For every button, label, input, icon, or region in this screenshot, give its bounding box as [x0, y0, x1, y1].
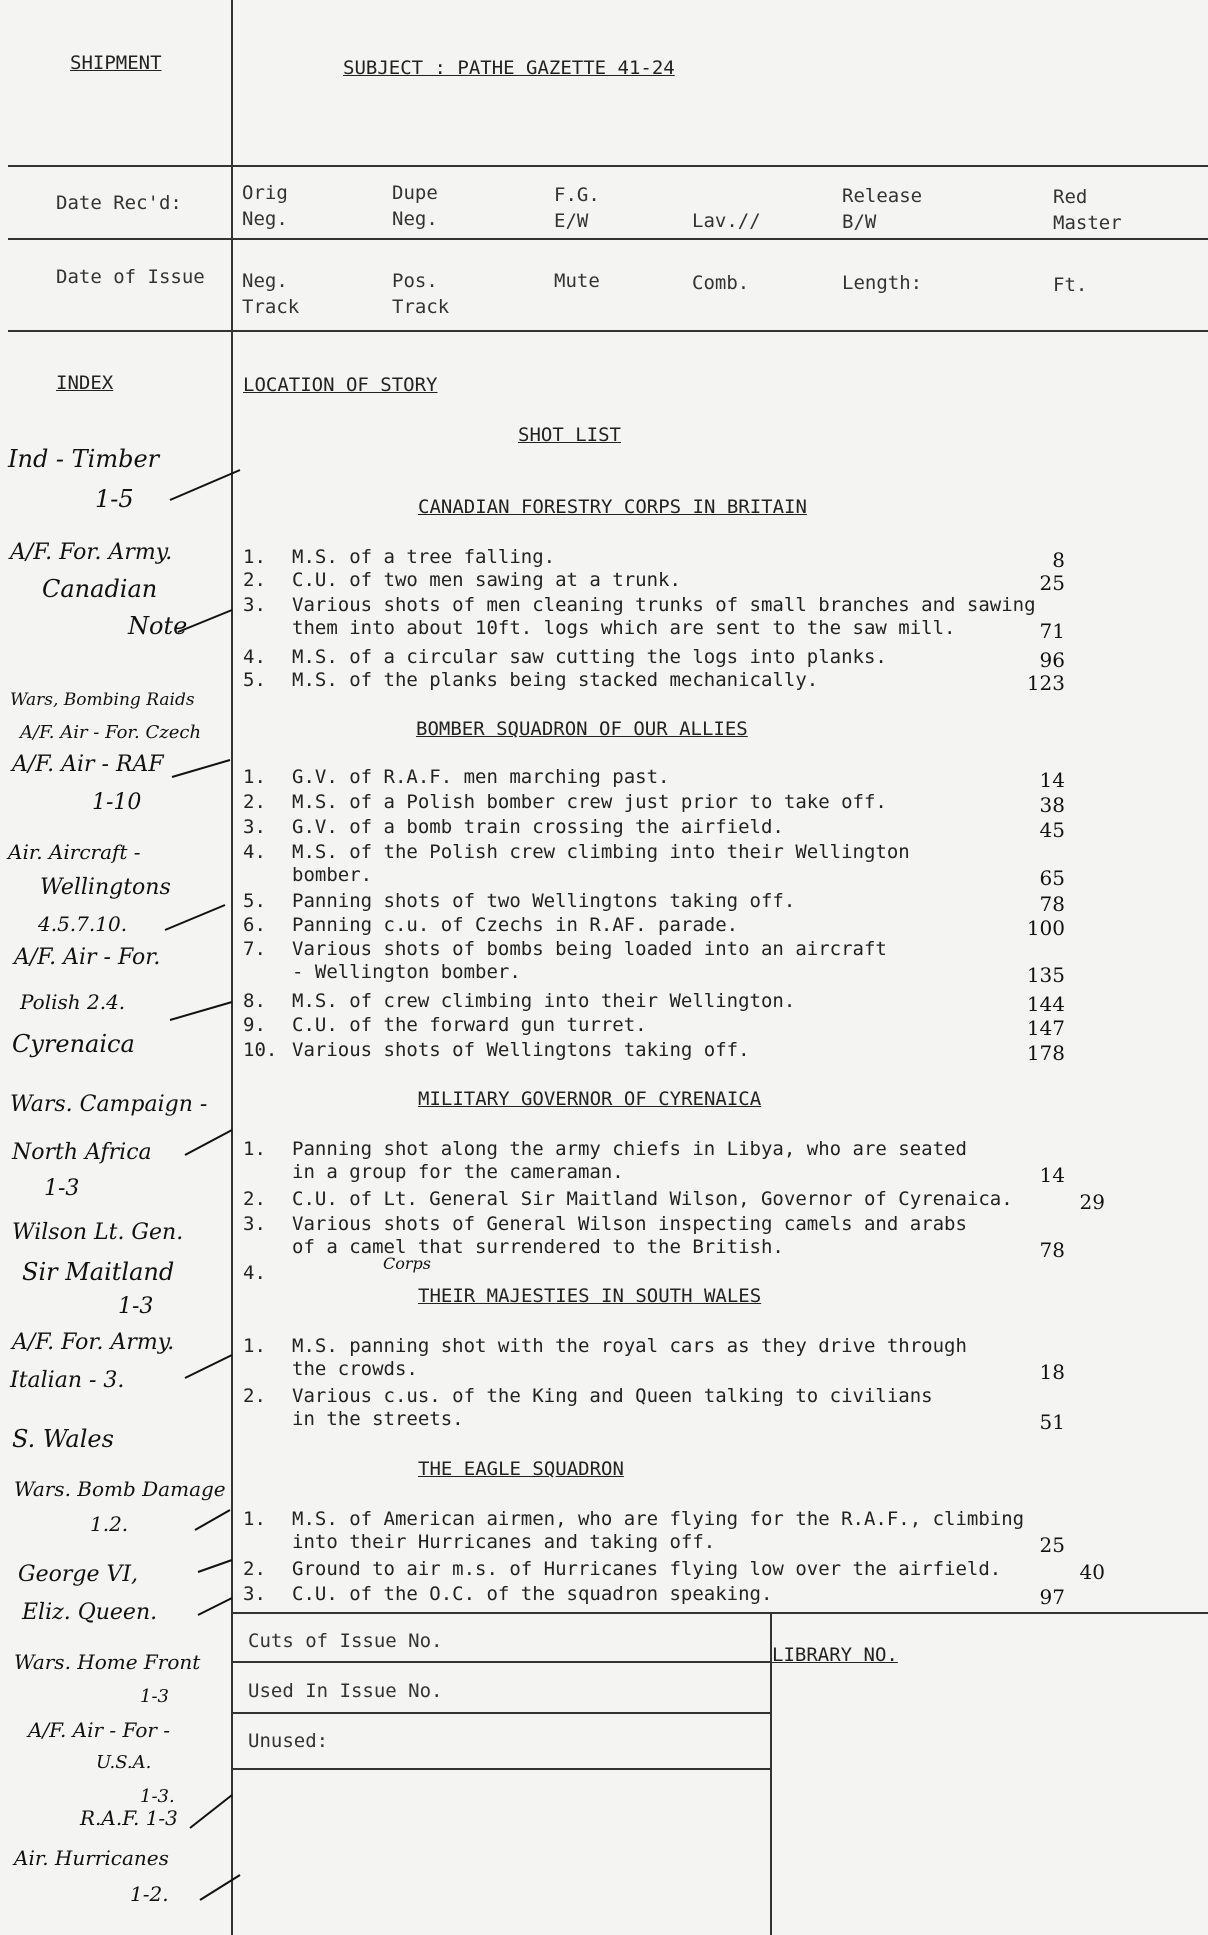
shot-description: Ground to air m.s. of Hurricanes flying low over the airfield.: [292, 1558, 1002, 1580]
mute-label: Mute: [554, 270, 600, 292]
shot-footage: 65: [1039, 866, 1065, 890]
index-note: U.S.A.: [96, 1752, 152, 1773]
index-note: S. Wales: [12, 1425, 114, 1453]
index-note: George VI,: [18, 1562, 139, 1587]
red-master-label: Red Master: [1053, 186, 1122, 234]
shot-list-heading: SHOT LIST: [518, 424, 621, 446]
library-no-label: LIBRARY NO.: [772, 1644, 898, 1666]
shot-number: 1.: [243, 766, 266, 788]
index-note: Air. Hurricanes: [14, 1846, 169, 1870]
shot-description: Panning c.u. of Czechs in R.AF. parade.: [292, 914, 739, 936]
shot-number: 2.: [243, 1558, 266, 1580]
shot-number: 10.: [243, 1039, 278, 1061]
shot-footage: 78: [1039, 892, 1065, 916]
index-note: Eliz. Queen.: [22, 1600, 158, 1625]
shot-number: 1.: [243, 546, 266, 568]
neg-track-label: Neg. Track: [242, 270, 300, 318]
shot-number: 2.: [243, 569, 266, 591]
shot-footage: 51: [1039, 1410, 1065, 1434]
shot-description: G.V. of R.A.F. men marching past.: [292, 766, 670, 788]
index-note: Note: [128, 612, 188, 640]
shot-footage: 147: [1026, 1016, 1065, 1040]
index-note: Wilson Lt. Gen.: [12, 1220, 184, 1245]
shot-description: Various shots of General Wilson inspecting camels and arabs of a camel that surrendered to the British.: [292, 1213, 967, 1258]
shot-description: G.V. of a bomb train crossing the airfield.: [292, 816, 784, 838]
index-note: A/F. Air - For. Czech: [20, 722, 202, 743]
shot-description: M.S. of American airmen, who are flying for the R.A.F., climbing into their Hurricanes and taking off.: [292, 1508, 1025, 1553]
location-heading: LOCATION OF STORY: [243, 374, 438, 396]
shot-number: 2.: [243, 1385, 266, 1407]
shot-footage: 100: [1026, 916, 1065, 940]
shot-number: 1.: [243, 1335, 266, 1357]
shot-footage: 29: [1079, 1190, 1105, 1214]
shot-description: M.S. panning shot with the royal cars as they drive through the crowds.: [292, 1335, 967, 1380]
index-note: A/F. Air - RAF: [12, 752, 164, 777]
index-note: 1-3: [44, 1176, 80, 1201]
section-title: CANADIAN FORESTRY CORPS IN BRITAIN: [418, 496, 807, 518]
shot-description: Various shots of men cleaning trunks of small branches and sawing them into about 10ft. logs which are sent to the saw mill.: [292, 594, 1036, 639]
shot-footage: 178: [1026, 1041, 1065, 1065]
section-title: BOMBER SQUADRON OF OUR ALLIES: [416, 718, 748, 740]
shot-number: 3.: [243, 1213, 266, 1235]
shot-number: 6.: [243, 914, 266, 936]
dupe-neg-label: Dupe Neg.: [392, 182, 438, 230]
index-note: Cyrenaica: [12, 1030, 135, 1058]
index-note: 1-5: [95, 485, 134, 513]
index-note: 1-2.: [130, 1882, 169, 1906]
index-note: Sir Maitland: [22, 1258, 175, 1286]
index-note: Wellingtons: [40, 875, 171, 900]
shot-footage: 78: [1039, 1238, 1065, 1262]
index-note: Polish 2.4.: [20, 990, 126, 1014]
section-title: THE EAGLE SQUADRON: [418, 1458, 624, 1480]
shot-number: 5.: [243, 890, 266, 912]
shot-description: M.S. of a Polish bomber crew just prior to take off.: [292, 791, 887, 813]
shot-number: 4.: [243, 646, 266, 668]
shot-description: Panning shots of two Wellingtons taking off.: [292, 890, 796, 912]
index-note: A/F. For. Army.: [10, 540, 173, 565]
shot-number: 1.: [243, 1508, 266, 1530]
shot-description: Various shots of Wellingtons taking off.: [292, 1039, 750, 1061]
shot-footage: 14: [1039, 1163, 1065, 1187]
shot-number: 1.: [243, 1138, 266, 1160]
index-note: A/F. Air - For.: [14, 945, 161, 970]
shot-description: M.S. of the Polish crew climbing into their Wellington bomber.: [292, 841, 910, 886]
index-note: 1-10: [92, 790, 142, 815]
shot-number: 3.: [243, 594, 266, 616]
lav-label: Lav.//: [692, 210, 761, 232]
shot-description: C.U. of Lt. General Sir Maitland Wilson, Governor of Cyrenaica.: [292, 1188, 1013, 1210]
shot-footage: 97: [1039, 1585, 1065, 1609]
index-heading: INDEX: [56, 372, 114, 394]
shot-footage: 25: [1039, 571, 1065, 595]
date-of-issue-label: Date of Issue: [56, 266, 205, 288]
orig-neg-label: Orig Neg.: [242, 182, 288, 230]
handwritten-corps-note: Corps: [383, 1254, 431, 1273]
shot-footage: 45: [1039, 818, 1065, 842]
shot-description: C.U. of the O.C. of the squadron speaking.: [292, 1583, 773, 1605]
cuts-of-issue-label: Cuts of Issue No.: [248, 1630, 443, 1652]
shot-number: 5.: [243, 669, 266, 691]
shot-number: 4.: [243, 1262, 266, 1284]
index-note: 1-3: [118, 1294, 154, 1319]
comb-label: Comb.: [692, 272, 750, 294]
index-note: Canadian: [42, 575, 158, 603]
section-title: MILITARY GOVERNOR OF CYRENAICA: [418, 1088, 762, 1110]
shot-footage: 18: [1039, 1360, 1065, 1384]
shot-description: M.S. of a circular saw cutting the logs into planks.: [292, 646, 887, 668]
shot-footage: 71: [1039, 619, 1065, 643]
shot-number: 2.: [243, 791, 266, 813]
shot-number: 3.: [243, 1583, 266, 1605]
shot-footage: 38: [1039, 793, 1065, 817]
shot-number: 2.: [243, 1188, 266, 1210]
index-note: 4.5.7.10.: [38, 912, 128, 936]
shot-footage: 25: [1039, 1533, 1065, 1557]
shot-number: 3.: [243, 816, 266, 838]
date-received-label: Date Rec'd:: [56, 192, 182, 214]
index-note: 1.2.: [90, 1512, 129, 1536]
index-note: 1-3.: [140, 1786, 175, 1807]
shot-description: Various c.us. of the King and Queen talking to civilians in the streets.: [292, 1385, 933, 1430]
shot-description: Panning shot along the army chiefs in Libya, who are seated in a group for the cameraman.: [292, 1138, 967, 1183]
shot-description: M.S. of the planks being stacked mechanically.: [292, 669, 819, 691]
shot-footage: 144: [1026, 992, 1065, 1016]
index-note: 1-3: [140, 1686, 169, 1707]
index-note: Air. Aircraft -: [8, 840, 141, 864]
index-note: Wars, Bombing Raids: [10, 690, 195, 710]
shot-footage: 40: [1079, 1560, 1105, 1584]
fg-ew-label: F.G. E/W: [554, 184, 600, 232]
shot-description: C.U. of two men sawing at a trunk.: [292, 569, 681, 591]
shot-description: M.S. of a tree falling.: [292, 546, 556, 568]
shot-footage: 96: [1039, 648, 1065, 672]
shot-footage: 135: [1026, 963, 1065, 987]
shot-number: 4.: [243, 841, 266, 863]
index-note: Wars. Bomb Damage: [14, 1477, 226, 1501]
index-note: Ind - Timber: [8, 445, 160, 473]
shot-footage: 123: [1026, 671, 1065, 695]
used-in-issue-label: Used In Issue No.: [248, 1680, 443, 1702]
index-note: R.A.F. 1-3: [80, 1806, 178, 1830]
index-note: Wars. Campaign -: [10, 1092, 208, 1117]
index-note: A/F. Air - For -: [28, 1718, 171, 1742]
length-label: Length:: [842, 272, 923, 294]
section-title: THEIR MAJESTIES IN SOUTH WALES: [418, 1285, 762, 1307]
ft-label: Ft.: [1053, 274, 1088, 296]
index-note: Italian - 3.: [10, 1368, 125, 1393]
shot-footage: 14: [1039, 768, 1065, 792]
index-note: A/F. For. Army.: [12, 1330, 175, 1355]
shot-description: Various shots of bombs being loaded into an aircraft - Wellington bomber.: [292, 938, 887, 983]
unused-label: Unused:: [248, 1730, 329, 1752]
subject-title: SUBJECT : PATHE GAZETTE 41-24: [343, 57, 675, 79]
release-bw-label: Release B/W: [842, 185, 923, 233]
index-note: Wars. Home Front: [14, 1650, 201, 1674]
pos-track-label: Pos. Track: [392, 270, 450, 318]
shot-number: 9.: [243, 1014, 266, 1036]
shot-description: C.U. of the forward gun turret.: [292, 1014, 647, 1036]
shot-footage: 8: [1052, 548, 1065, 572]
shot-number: 7.: [243, 938, 266, 960]
shot-number: 8.: [243, 990, 266, 1012]
shipment-label: SHIPMENT: [70, 52, 162, 74]
shot-description: M.S. of crew climbing into their Wellington.: [292, 990, 796, 1012]
index-note: North Africa: [12, 1140, 152, 1165]
